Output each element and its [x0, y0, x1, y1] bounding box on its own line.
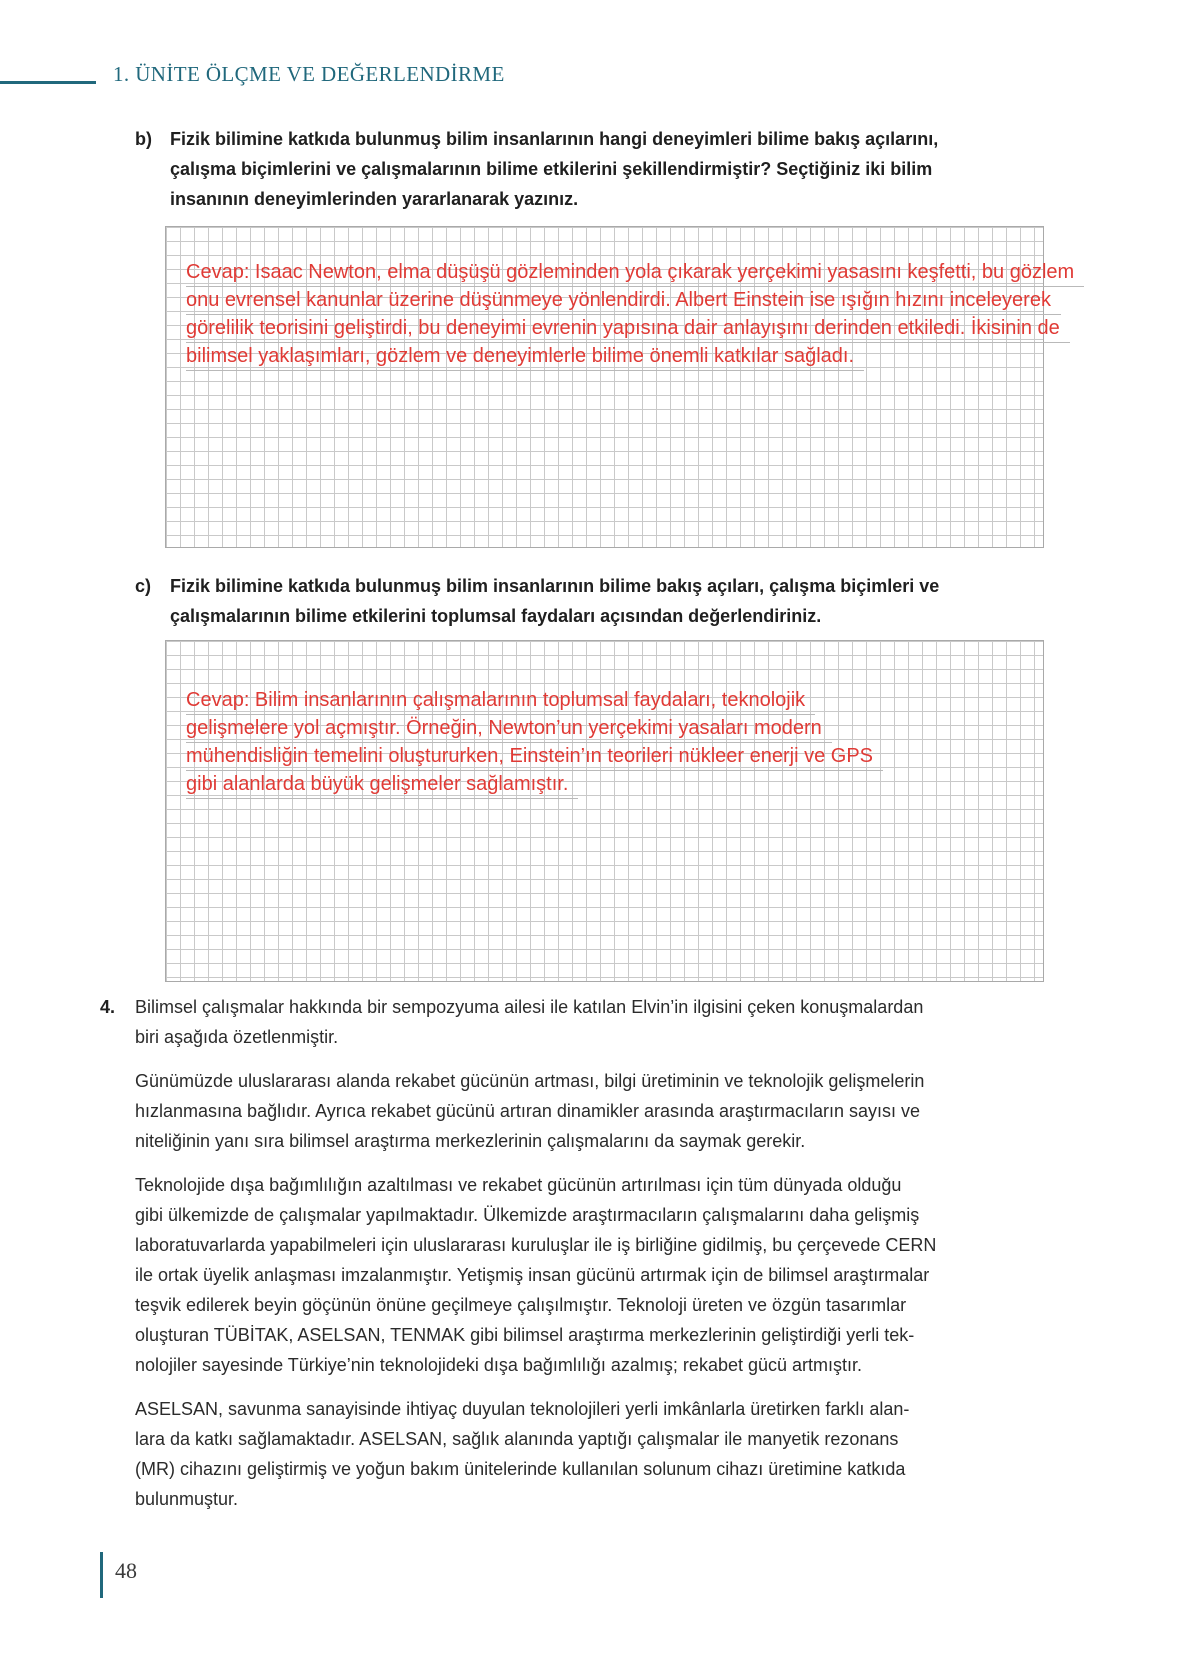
question-b-label: b)	[135, 129, 152, 149]
text-line: gibi ülkemizde de çalışmalar yapılmaktadır. Ülkemizde araştırmacıların çalışmalarını daha gelişmiş	[135, 1205, 920, 1225]
text-line: hızlanmasına bağlıdır. Ayrıca rekabet gücünü artıran dinamikler arasında araştırmacıların sayısı ve	[135, 1101, 921, 1121]
answer-b-text	[186, 259, 1084, 371]
text-line: nolojiler sayesinde Türkiye’nin teknolojideki dışa bağımlılığı azalmış; rekabet gücü artmıştır.	[135, 1355, 863, 1375]
question-4-body	[135, 992, 1012, 1514]
header-rule	[0, 81, 96, 84]
page-number: 48	[115, 1558, 137, 1583]
text-line: oluşturan TÜBİTAK, ASELSAN, TENMAK gibi bilimsel araştırma merkezlerinin geliştirdiği yerli tek-	[135, 1325, 915, 1345]
text-line: (MR) cihazını geliştirmiş ve yoğun bakım ünitelerinde kullanılan solunum cihazı üretimine katkıda	[135, 1459, 906, 1479]
text-line: gelişmelere yol açmıştır. Örneğin, Newton’un yerçekimi yasaları modern	[186, 715, 832, 743]
text-line: Fizik bilimine katkıda bulunmuş bilim insanlarının hangi deneyimleri bilime bakış açılarını,	[170, 129, 939, 149]
answer-c-text	[186, 687, 883, 799]
question-b-text	[170, 124, 938, 214]
text-line: gibi alanlarda büyük gelişmeler sağlamıştır.	[186, 771, 578, 799]
text-line: laboratuvarlarda yapabilmeleri için uluslararası kuruluşlar ile iş birliğine gidilmiş, bu çerçevede CERN	[135, 1235, 937, 1255]
text-line: Fizik bilimine katkıda bulunmuş bilim insanlarının bilime bakış açıları, çalışma biçimleri ve	[170, 576, 940, 596]
question-4-intro	[135, 992, 1012, 1052]
text-line: bilimsel yaklaşımları, gözlem ve deneyimlerle bilime önemli katkılar sağladı.	[186, 343, 864, 371]
text-line: Günümüzde uluslararası alanda rekabet gücünün artması, bilgi üretiminin ve teknolojik gelişmelerin	[135, 1071, 925, 1091]
footer-accent-bar	[100, 1552, 103, 1598]
text-line: niteliğinin yanı sıra bilimsel araştırma merkezlerinin çalışmalarını da saymak gerekir.	[135, 1131, 806, 1151]
text-line: Teknolojide dışa bağımlılığın azaltılması ve rekabet gücünün artırılması için tüm dünyada olduğu	[135, 1175, 902, 1195]
text-line: görelilik teorisini geliştirdi, bu deneyimi evrenin yapısına dair anlayışını derinden etkiledi. İkisinin de	[186, 315, 1070, 343]
question-c-text	[170, 571, 939, 631]
text-line: çalışmalarının bilime etkilerini toplumsal faydaları açısından değerlendiriniz.	[170, 606, 822, 626]
text-line: biri aşağıda özetlenmiştir.	[135, 1027, 339, 1047]
unit-header-title: 1. ÜNİTE ÖLÇME VE DEĞERLENDİRME	[113, 62, 505, 86]
question-4	[100, 992, 1012, 1528]
question-4-label: 4.	[100, 997, 116, 1017]
question-4-paragraph-1	[135, 1066, 1012, 1156]
text-line: lara da katkı sağlamaktadır. ASELSAN, sağlık alanında yaptığı çalışmalar ile manyetik rezonans	[135, 1429, 899, 1449]
text-line: çalışma biçimlerini ve çalışmalarının bilime etkilerini şekillendirmiştir? Seçtiğiniz iki bilim	[170, 159, 933, 179]
question-4-paragraph-2	[135, 1170, 1012, 1380]
question-c-label: c)	[135, 576, 152, 596]
text-line: Cevap: Bilim insanlarının çalışmalarının toplumsal faydaları, teknolojik	[186, 687, 815, 715]
question-4-paragraph-3	[135, 1394, 1012, 1514]
text-line: teşvik edilerek beyin göçünün önüne geçilmeye çalışılmıştır. Teknoloji üreten ve özgün tasarımlar	[135, 1295, 907, 1315]
text-line: mühendisliğin temelini oluştururken, Einstein’ın teorileri nükleer enerji ve GPS	[186, 743, 883, 771]
text-line: ile ortak üyelik anlaşması imzalanmıştır. Yetişmiş insan gücünü artırmak için de bilimsel araştırmalar	[135, 1265, 930, 1285]
text-line: insanının deneyimlerinden yararlanarak yazınız.	[170, 189, 579, 209]
text-line: bulunmuştur.	[135, 1489, 239, 1509]
text-line: Bilimsel çalışmalar hakkında bir sempozyuma ailesi ile katılan Elvin’in ilgisini çeken konuşmalardan	[135, 997, 924, 1017]
text-line: Cevap: Isaac Newton, elma düşüşü gözleminden yola çıkarak yerçekimi yasasını keşfetti, bu gözlem	[186, 259, 1084, 287]
text-line: onu evrensel kanunlar üzerine düşünmeye yönlendirdi. Albert Einstein ise ışığın hızını inceleyerek	[186, 287, 1061, 315]
answer-grid-box-b[interactable]	[165, 226, 1075, 548]
text-line: ASELSAN, savunma sanayisinde ihtiyaç duyulan teknolojileri yerli imkânlarla üretirken farklı alan-	[135, 1399, 910, 1419]
answer-grid-box-c[interactable]	[165, 640, 1044, 982]
